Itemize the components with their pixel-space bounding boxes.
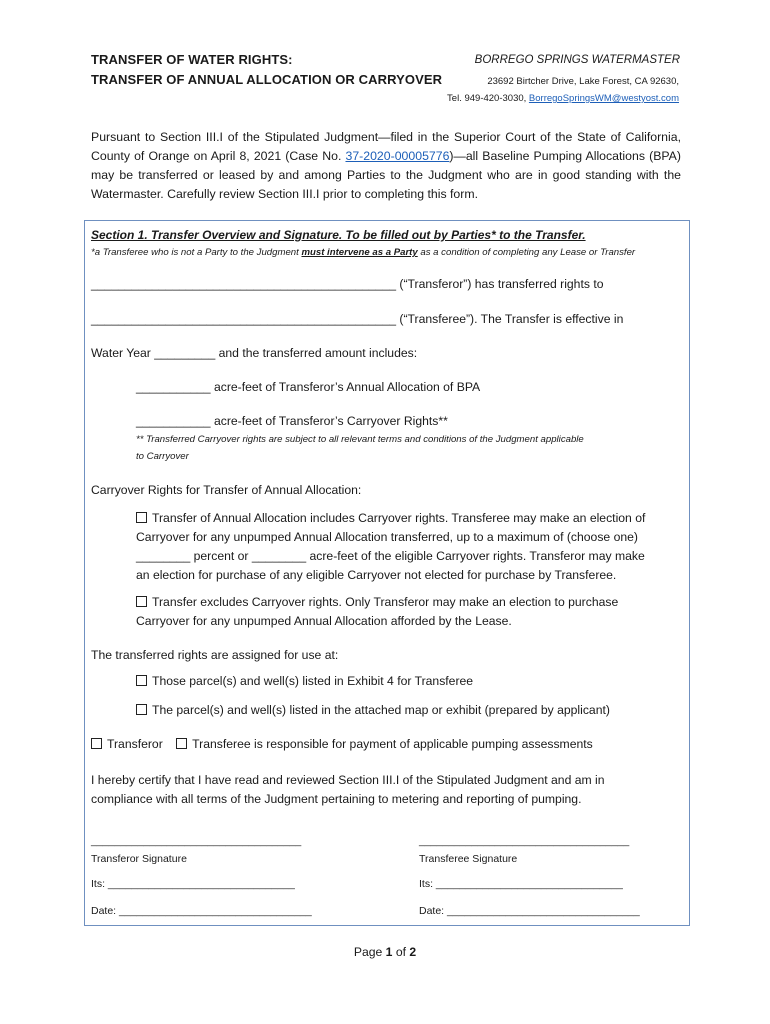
option-exhibit-4: Those parcel(s) and well(s) listed in Exhibit 4 for Transferee bbox=[136, 674, 473, 688]
organization-contact bbox=[447, 93, 679, 104]
assessment-responsibility: Transferor Transferee is responsible for payment of applicable pumping assessments bbox=[91, 737, 593, 751]
water-year-field[interactable]: Water Year _________ and the transferred amount includes: bbox=[91, 346, 418, 360]
excludes-carryover-checkbox[interactable] bbox=[136, 596, 147, 607]
carryover-rights-field[interactable]: ___________ acre-feet of Transferor’s Carryover Rights** bbox=[136, 414, 448, 428]
assigned-heading: The transferred rights are assigned for use at: bbox=[91, 648, 339, 662]
organization-name: BORREGO SPRINGS WATERMASTER bbox=[474, 54, 680, 66]
transferor-its-field[interactable]: Its: ________________________________ bbox=[91, 878, 295, 890]
email-link[interactable]: BorregoSpringsWM@westyost.com bbox=[528, 93, 679, 104]
certification-statement: I hereby certify that I have read and reviewed Section III.I of the Stipulated Judgment and am in compliance with all terms of the Judgment pertaining to metering and reporting of pumping. bbox=[91, 773, 605, 806]
transferee-its-field[interactable]: Its: ________________________________ bbox=[419, 878, 623, 890]
section-1-heading: Section 1. Transfer Overview and Signature. To be filled out by Parties* to the Transfer. bbox=[91, 228, 586, 242]
intro-paragraph: Pursuant to Section III.I of the Stipulated Judgment—filed in the Superior Court of the State of California, County of Orange on April 8, 2021 (Case No. 37-2020-00005776)—all Baseline Pumping Allocations (BPA) may be transferred or leased by and among Parties to the Judgment who are in good standing with the Watermaster. Carefully review Section III.I prior to completing this form. bbox=[91, 130, 681, 201]
carryover-heading: Carryover Rights for Transfer of Annual Allocation: bbox=[91, 483, 362, 497]
option-attached-map: The parcel(s) and well(s) listed in the attached map or exhibit (prepared by applicant) bbox=[136, 703, 610, 717]
exhibit-4-checkbox[interactable] bbox=[136, 675, 147, 686]
organization-phone: Tel. 949-420-3030, bbox=[447, 93, 529, 104]
transferor-signature-label: Transferor Signature bbox=[91, 853, 187, 865]
form-title-line1: TRANSFER OF WATER RIGHTS: bbox=[91, 52, 293, 67]
transferee-signature-line[interactable]: ____________________________________ bbox=[419, 835, 630, 847]
party-note: *a Transferee who is not a Party to the Judgment must intervene as a Party as a condition of completing any Lease or Transfer bbox=[91, 247, 636, 258]
carryover-percent-acrefeet-field[interactable]: ________ percent or ________ acre-feet of the eligible Carryover rights. Transferor may make bbox=[136, 549, 645, 563]
transferee-field[interactable]: _____________________________________________ (“Transferee”). The Transfer is effective in bbox=[91, 312, 624, 326]
annual-allocation-field[interactable]: ___________ acre-feet of Transferor’s Annual Allocation of BPA bbox=[136, 380, 481, 394]
transferee-date-field[interactable]: Date: _________________________________ bbox=[419, 905, 640, 917]
transferor-responsible-checkbox[interactable] bbox=[91, 738, 102, 749]
transferor-signature-line[interactable]: ____________________________________ bbox=[91, 835, 302, 847]
carryover-note-line1: ** Transferred Carryover rights are subject to all relevant terms and conditions of the Judgment applicable bbox=[136, 434, 584, 445]
attached-map-checkbox[interactable] bbox=[136, 704, 147, 715]
form-title-line2: TRANSFER OF ANNUAL ALLOCATION OR CARRYOVER bbox=[91, 72, 443, 87]
transferor-field[interactable]: _____________________________________________ (“Transferor”) has transferred rights to bbox=[91, 277, 604, 291]
option-excludes-carryover: Transfer excludes Carryover rights. Only Transferor may make an election to purchase Carryover for any unpumped Annual Allocation afforded by the Lease. bbox=[136, 595, 619, 628]
includes-carryover-checkbox[interactable] bbox=[136, 512, 147, 523]
page-number: Page 1 of 2 bbox=[353, 945, 417, 959]
organization-address: 23692 Birtcher Drive, Lake Forest, CA 92630, bbox=[487, 76, 679, 87]
transferee-responsible-checkbox[interactable] bbox=[176, 738, 187, 749]
transferee-signature-label: Transferee Signature bbox=[419, 853, 518, 865]
carryover-note-line2: to Carryover bbox=[136, 451, 189, 462]
case-number-link[interactable]: 37-2020-00005776 bbox=[345, 149, 450, 163]
option-includes-carryover: Transfer of Annual Allocation includes Carryover rights. Transferee may make an election of Carryover for any unpumped Annual Allocation transferred, up to a maximum of (choose one) ________ percent or ________ acre-feet of the eligible Carryover rights. Transferor may make an election for purchase of any eligible Carryover not elected for purchase by Transferee. bbox=[136, 509, 681, 585]
transferor-date-field[interactable]: Date: _________________________________ bbox=[91, 905, 312, 917]
